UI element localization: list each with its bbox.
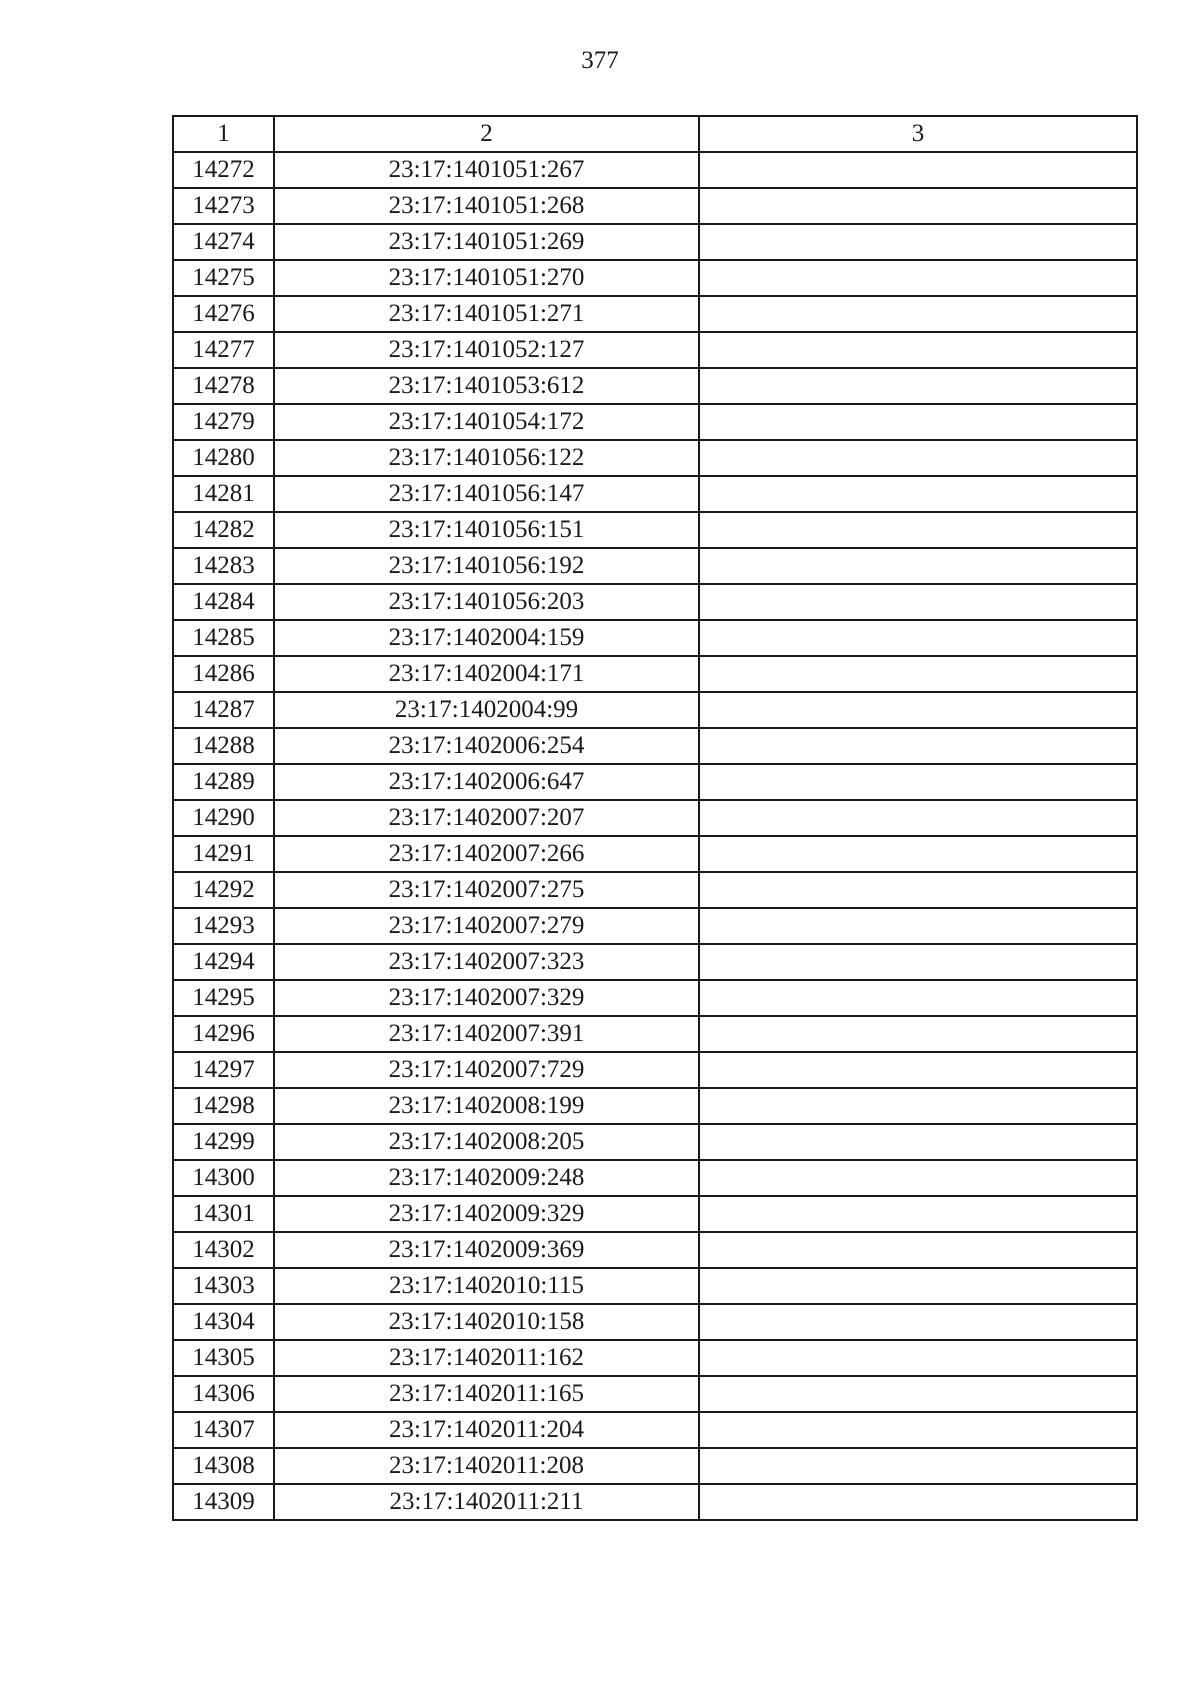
cadastral-number-cell: 23:17:1402009:369 [274,1232,699,1268]
note-cell [699,476,1137,512]
note-cell [699,1448,1137,1484]
note-cell [699,1340,1137,1376]
cadastral-number-cell: 23:17:1402008:199 [274,1088,699,1124]
table-row [173,260,1137,296]
row-number-cell: 14297 [173,1052,274,1088]
row-number-cell: 14284 [173,584,274,620]
row-number-cell: 14277 [173,332,274,368]
note-cell [699,1160,1137,1196]
note-cell [699,548,1137,584]
row-number-cell: 14301 [173,1196,274,1232]
cadastral-number-cell: 23:17:1401051:268 [274,188,699,224]
cadastral-number-cell: 23:17:1401056:203 [274,584,699,620]
table-row [173,440,1137,476]
note-cell [699,260,1137,296]
row-number-cell: 14285 [173,620,274,656]
table-row [173,296,1137,332]
table-row [173,1052,1137,1088]
row-number-cell: 14275 [173,260,274,296]
row-number-cell: 14281 [173,476,274,512]
row-number-cell: 14286 [173,656,274,692]
row-number-cell: 14295 [173,980,274,1016]
table-row [173,728,1137,764]
note-cell [699,440,1137,476]
column-header-3: 3 [699,116,1137,152]
table-row [173,152,1137,188]
cadastral-number-cell: 23:17:1401056:192 [274,548,699,584]
row-number-cell: 14288 [173,728,274,764]
note-cell [699,296,1137,332]
table-row [173,1196,1137,1232]
table-row [173,908,1137,944]
table-row [173,1016,1137,1052]
row-number-cell: 14294 [173,944,274,980]
note-cell [699,764,1137,800]
table-row [173,1340,1137,1376]
row-number-cell: 14293 [173,908,274,944]
cadastral-number-cell: 23:17:1402011:204 [274,1412,699,1448]
cadastral-number-cell: 23:17:1401054:172 [274,404,699,440]
cadastral-number-cell: 23:17:1402007:391 [274,1016,699,1052]
cadastral-number-cell: 23:17:1401056:122 [274,440,699,476]
table-row [173,548,1137,584]
cadastral-table [172,115,1138,1521]
column-header-1: 1 [173,116,274,152]
table-row [173,1160,1137,1196]
note-cell [699,836,1137,872]
table-row [173,332,1137,368]
row-number-cell: 14298 [173,1088,274,1124]
table-row [173,872,1137,908]
table-row [173,512,1137,548]
table-row [173,404,1137,440]
cadastral-number-cell: 23:17:1401051:270 [274,260,699,296]
row-number-cell: 14291 [173,836,274,872]
cadastral-number-cell: 23:17:1402011:208 [274,1448,699,1484]
cadastral-number-cell: 23:17:1401053:612 [274,368,699,404]
table-row [173,188,1137,224]
row-number-cell: 14303 [173,1268,274,1304]
cadastral-number-cell: 23:17:1402011:162 [274,1340,699,1376]
note-cell [699,584,1137,620]
note-cell [699,800,1137,836]
note-cell [699,1268,1137,1304]
table-row [173,620,1137,656]
note-cell [699,512,1137,548]
row-number-cell: 14299 [173,1124,274,1160]
row-number-cell: 14304 [173,1304,274,1340]
cadastral-number-cell: 23:17:1401056:151 [274,512,699,548]
note-cell [699,1088,1137,1124]
note-cell [699,692,1137,728]
row-number-cell: 14280 [173,440,274,476]
row-number-cell: 14289 [173,764,274,800]
note-cell [699,944,1137,980]
table-body [173,152,1137,1520]
cadastral-number-cell: 23:17:1402011:165 [274,1376,699,1412]
note-cell [699,1016,1137,1052]
table-row [173,1232,1137,1268]
cadastral-number-cell: 23:17:1402010:115 [274,1268,699,1304]
cadastral-number-cell: 23:17:1401056:147 [274,476,699,512]
cadastral-number-cell: 23:17:1402007:329 [274,980,699,1016]
table-row [173,1088,1137,1124]
table-row [173,1124,1137,1160]
table-row [173,692,1137,728]
table-row [173,584,1137,620]
cadastral-number-cell: 23:17:1401051:269 [274,224,699,260]
cadastral-number-cell: 23:17:1401051:267 [274,152,699,188]
cadastral-number-cell: 23:17:1401052:127 [274,332,699,368]
table-row [173,1484,1137,1520]
note-cell [699,1124,1137,1160]
table-row [173,368,1137,404]
cadastral-number-cell: 23:17:1402007:279 [274,908,699,944]
page-number: 377 [581,47,619,74]
cadastral-number-cell: 23:17:1402006:254 [274,728,699,764]
row-number-cell: 14292 [173,872,274,908]
note-cell [699,332,1137,368]
cadastral-number-cell: 23:17:1402008:205 [274,1124,699,1160]
note-cell [699,224,1137,260]
cadastral-number-cell: 23:17:1402007:207 [274,800,699,836]
note-cell [699,368,1137,404]
cadastral-number-cell: 23:17:1402007:729 [274,1052,699,1088]
note-cell [699,404,1137,440]
cadastral-number-cell: 23:17:1402009:329 [274,1196,699,1232]
note-cell [699,908,1137,944]
row-number-cell: 14278 [173,368,274,404]
cadastral-number-cell: 23:17:1402006:647 [274,764,699,800]
table-row [173,1304,1137,1340]
row-number-cell: 14307 [173,1412,274,1448]
cadastral-number-cell: 23:17:1402004:159 [274,620,699,656]
cadastral-number-cell: 23:17:1402004:171 [274,656,699,692]
row-number-cell: 14308 [173,1448,274,1484]
note-cell [699,1484,1137,1520]
table-row [173,224,1137,260]
table-row [173,944,1137,980]
row-number-cell: 14306 [173,1376,274,1412]
note-cell [699,1376,1137,1412]
table-row [173,1448,1137,1484]
note-cell [699,1052,1137,1088]
table-row [173,476,1137,512]
table-row [173,1268,1137,1304]
row-number-cell: 14276 [173,296,274,332]
cadastral-number-cell: 23:17:1402004:99 [274,692,699,728]
table-row [173,800,1137,836]
row-number-cell: 14305 [173,1340,274,1376]
note-cell [699,188,1137,224]
cadastral-number-cell: 23:17:1402011:211 [274,1484,699,1520]
note-cell [699,656,1137,692]
row-number-cell: 14309 [173,1484,274,1520]
column-header-2: 2 [274,116,699,152]
table-header-row [173,116,1137,152]
table-row [173,656,1137,692]
table-row [173,764,1137,800]
row-number-cell: 14273 [173,188,274,224]
note-cell [699,872,1137,908]
row-number-cell: 14302 [173,1232,274,1268]
table-row [173,1412,1137,1448]
note-cell [699,620,1137,656]
row-number-cell: 14282 [173,512,274,548]
note-cell [699,152,1137,188]
note-cell [699,1304,1137,1340]
row-number-cell: 14279 [173,404,274,440]
cadastral-number-cell: 23:17:1402007:323 [274,944,699,980]
note-cell [699,1232,1137,1268]
note-cell [699,728,1137,764]
note-cell [699,980,1137,1016]
table-row [173,1376,1137,1412]
cadastral-number-cell: 23:17:1402009:248 [274,1160,699,1196]
cadastral-number-cell: 23:17:1402010:158 [274,1304,699,1340]
row-number-cell: 14283 [173,548,274,584]
cadastral-number-cell: 23:17:1401051:271 [274,296,699,332]
row-number-cell: 14290 [173,800,274,836]
note-cell [699,1412,1137,1448]
table-row [173,980,1137,1016]
row-number-cell: 14272 [173,152,274,188]
note-cell [699,1196,1137,1232]
table-row [173,836,1137,872]
row-number-cell: 14296 [173,1016,274,1052]
row-number-cell: 14300 [173,1160,274,1196]
row-number-cell: 14287 [173,692,274,728]
cadastral-number-cell: 23:17:1402007:266 [274,836,699,872]
row-number-cell: 14274 [173,224,274,260]
cadastral-number-cell: 23:17:1402007:275 [274,872,699,908]
